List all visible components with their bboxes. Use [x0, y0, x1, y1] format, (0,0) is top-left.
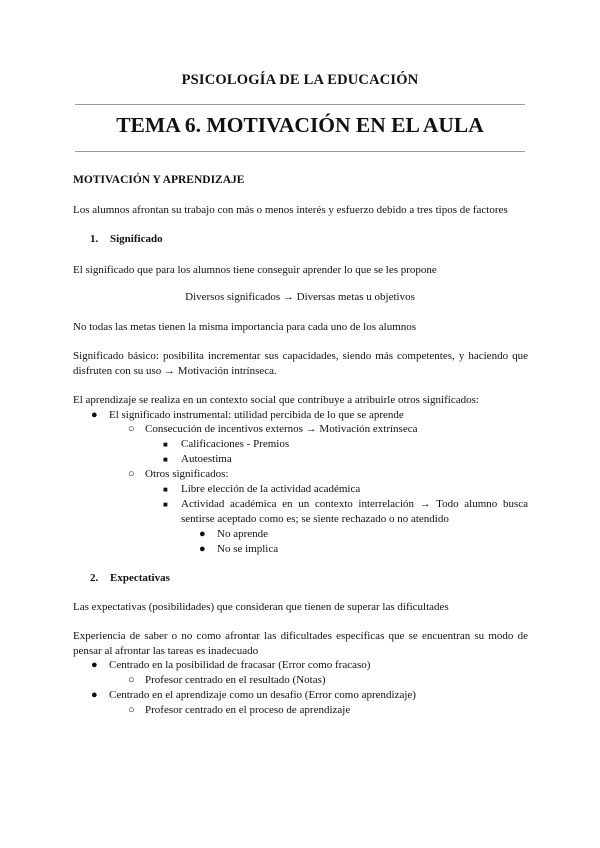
list-item: No aprende — [217, 528, 269, 540]
experiencia-paragraph: Experiencia de saber o no como afrontar las dificultades específicas que se encuentran su modo de pensar al afrontar las tareas es inadecuado — [73, 630, 528, 657]
bullet-circle: ○ — [128, 423, 135, 435]
list-item: Profesor centrado en el resultado (Notas) — [145, 674, 326, 686]
bullet-square: ■ — [163, 440, 168, 449]
intro-paragraph: Los alumnos afrontan su trabajo con más o menos interés y esfuerzo debido a tres tipos de factores — [73, 204, 508, 216]
bullet-circle: ○ — [128, 674, 135, 686]
contexto-social-paragraph: El aprendizaje se realiza en un contexto social que contribuye a atribuirle otros significados: — [73, 394, 479, 406]
bullet-circle: ○ — [128, 468, 135, 480]
bullet-square: ■ — [163, 455, 168, 464]
list-item: El significado instrumental: utilidad percibida de lo que se aprende — [109, 409, 404, 421]
list-item: Centrado en el aprendizaje como un desafío (Error como aprendizaje) — [109, 689, 416, 701]
subsection-title: Significado — [110, 233, 163, 245]
page-title: TEMA 6. MOTIVACIÓN EN EL AULA — [116, 113, 484, 137]
significado-formula: Diversos significados → Diversas metas u objetivos — [185, 291, 415, 303]
expectativas-paragraph: Las expectativas (posibilidades) que consideran que tienen de superar las dificultades — [73, 601, 449, 613]
significado-basico-paragraph: Significado básico: posibilita incrementar sus capacidades, siendo más competentes, y haciendo que disfruten con su uso → Motivación intrínseca. — [73, 350, 528, 377]
bullet-square: ■ — [163, 500, 168, 509]
list-item: No se implica — [217, 543, 279, 555]
list-item: Autoestima — [181, 453, 232, 465]
list-item: Calificaciones - Premios — [181, 438, 290, 450]
list-item: Profesor centrado en el proceso de aprendizaje — [145, 704, 351, 716]
list-item: Otros significados: — [145, 468, 229, 480]
subsection-title: Expectativas — [110, 572, 170, 584]
list-item: Libre elección de la actividad académica — [181, 483, 361, 495]
bullet-disc: ● — [199, 543, 206, 555]
bullet-circle: ○ — [128, 704, 135, 716]
list-item: Centrado en la posibilidad de fracasar (Error como fracaso) — [109, 659, 371, 671]
bullet-disc: ● — [91, 689, 98, 701]
subsection-number: 1. — [90, 233, 99, 245]
list-item: Actividad académica en un contexto interrelación → Todo alumno busca sentirse aceptado como es; se siente rechazado o no atendido — [181, 498, 528, 525]
bullet-square: ■ — [163, 485, 168, 494]
divider-top — [75, 104, 525, 105]
divider-bottom — [75, 151, 525, 152]
bullet-disc: ● — [91, 659, 98, 671]
metas-paragraph: No todas las metas tienen la misma importancia para cada uno de los alumnos — [73, 321, 417, 333]
subsection-number: 2. — [90, 572, 99, 584]
bullet-disc: ● — [199, 528, 206, 540]
section-title: MOTIVACIÓN Y APRENDIZAJE — [73, 174, 245, 186]
course-title: PSICOLOGÍA DE LA EDUCACIÓN — [181, 72, 419, 88]
bullet-disc: ● — [91, 409, 98, 421]
list-item: Consecución de incentivos externos → Motivación extrínseca — [145, 423, 418, 435]
significado-paragraph: El significado que para los alumnos tiene conseguir aprender lo que se les propone — [73, 264, 437, 276]
